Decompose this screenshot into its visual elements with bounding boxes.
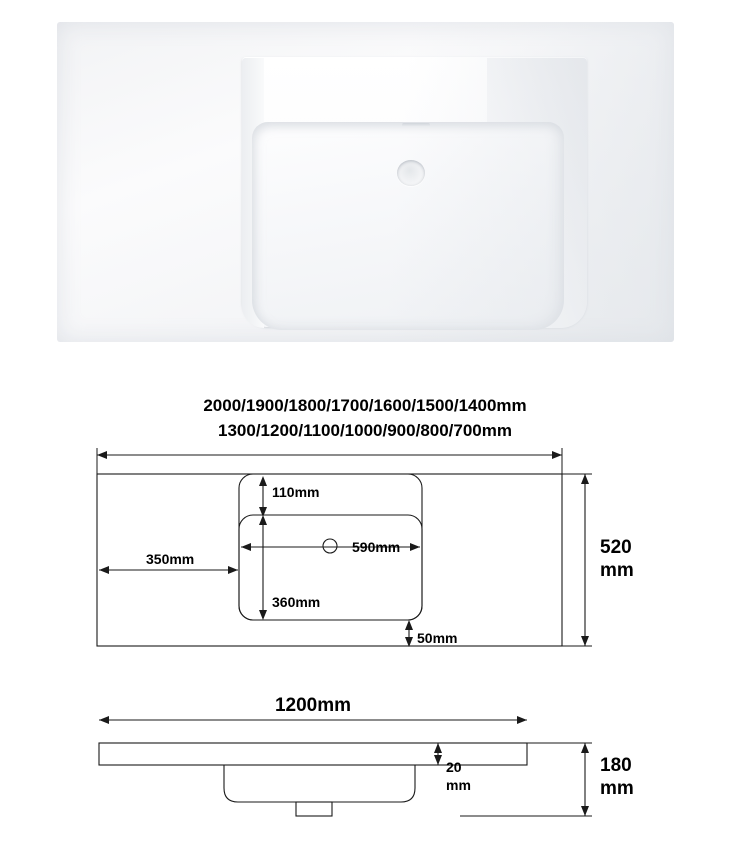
dim-thickness-20 [434, 743, 442, 765]
bowl-basin [252, 122, 564, 330]
front-view-slab [99, 743, 527, 765]
dim-left-offset-350 [99, 566, 238, 574]
dim-label-20-unit: mm [446, 777, 471, 793]
overflow-slot-icon [402, 123, 430, 127]
basin-countertop [57, 22, 674, 342]
bowl-wall-right [487, 58, 587, 328]
top-view-bowl-inner [239, 515, 422, 620]
technical-drawing [0, 360, 731, 850]
product-photo [0, 0, 731, 360]
dim-height-180 [460, 743, 592, 816]
dim-label-360mm: 360mm [272, 594, 321, 610]
dim-front-offset-50 [405, 620, 413, 647]
dim-label-180: 180 [600, 755, 632, 776]
dim-label-590mm: 590mm [352, 539, 401, 555]
bowl-wall-left [242, 58, 264, 328]
dim-bowl-back-110 [259, 476, 267, 517]
dim-label-110mm: 110mm [272, 484, 320, 500]
front-view-width-label: 1200mm [274, 695, 352, 716]
bowl-ledge [242, 57, 587, 327]
top-view-width-dimension [97, 448, 562, 480]
dim-depth-520 [562, 474, 592, 646]
drain-hole-icon [397, 160, 425, 186]
dim-bowl-depth-360 [259, 515, 267, 620]
front-view-drain-stub [296, 802, 332, 816]
front-view-width-dimension [99, 716, 527, 724]
dim-label-20: 20 [446, 759, 462, 775]
dim-label-520-unit: mm [600, 560, 634, 581]
front-view-bowl-body [224, 765, 415, 802]
dim-label-50mm: 50mm [417, 630, 458, 646]
size-options-line2: 1300/1200/1100/1000/900/800/700mm [218, 421, 512, 440]
dim-label-520: 520 [600, 537, 632, 558]
dim-label-180-unit: mm [600, 778, 634, 799]
size-options-line1: 2000/1900/1800/1700/1600/1500/1400mm [203, 396, 527, 415]
dim-label-350mm: 350mm [146, 551, 195, 567]
top-view-drain-hole [323, 539, 337, 553]
